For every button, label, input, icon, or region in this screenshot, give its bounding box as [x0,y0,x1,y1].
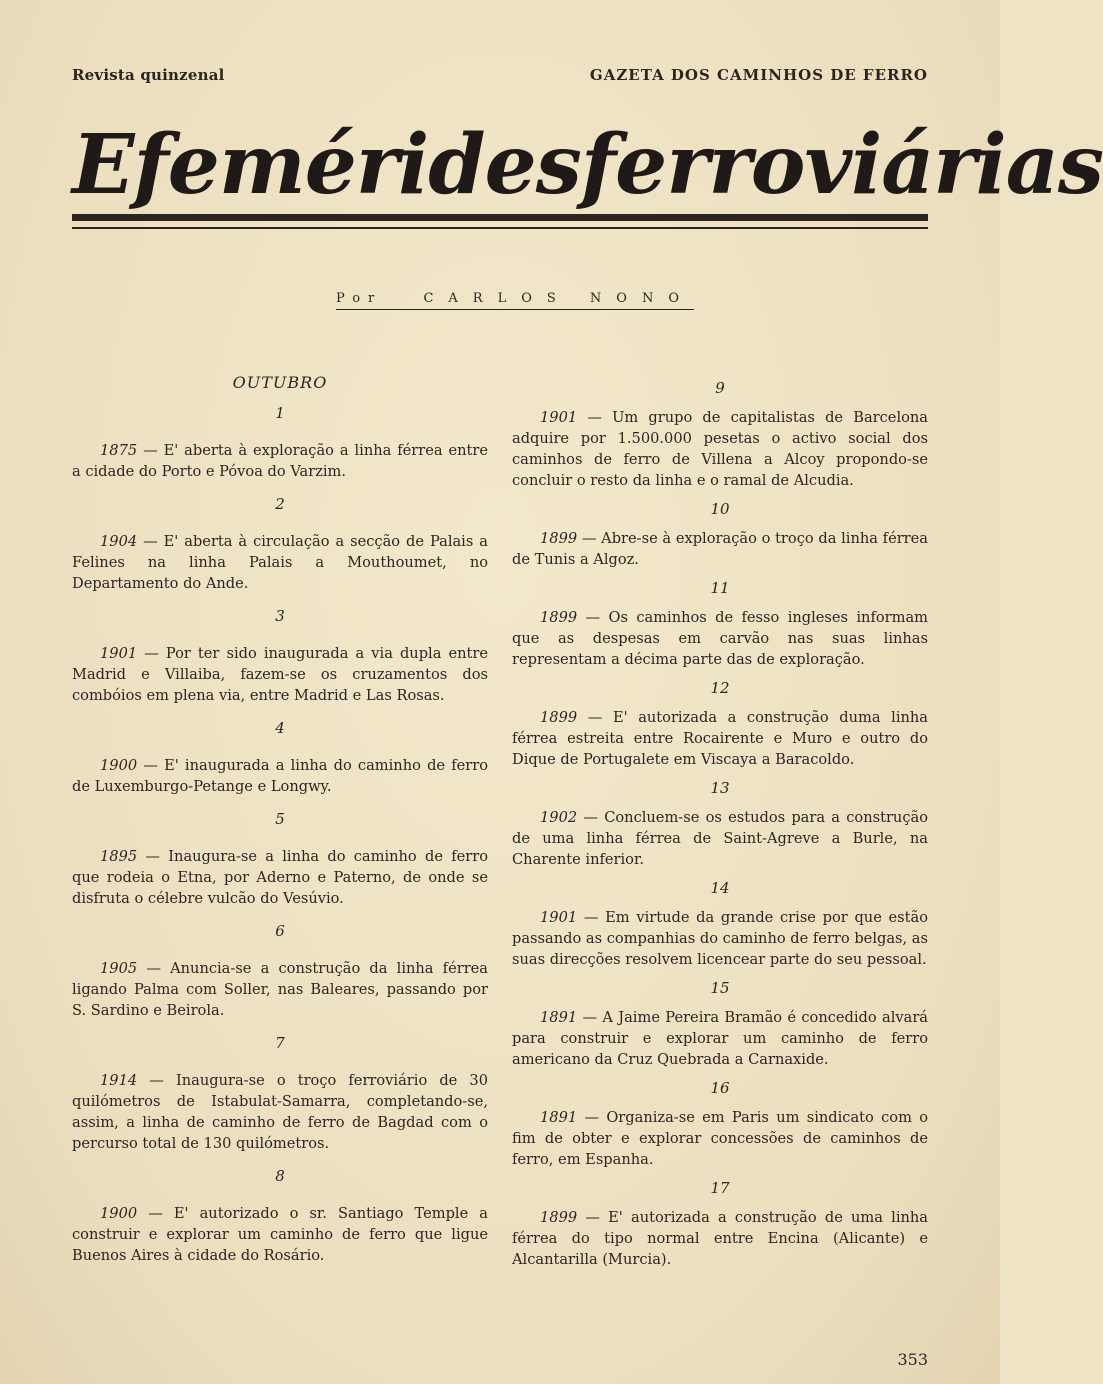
entry-dash: — [577,530,602,547]
entry-text: Organiza-se em Paris um sindicato com o fim de obter e explorar concessões de caminhos de ferro, em Espanha. [512,1109,929,1168]
entry-year: 1899 [540,609,578,626]
entry-paragraph [72,846,488,909]
entry-year: 1914 [100,1072,138,1089]
entry-text: Concluem-se os estudos para a construção de uma linha férrea de Saint-Agreve a Burle, na Charente inferior. [512,809,928,868]
entry-paragraph [72,1203,488,1266]
entry-year: 1901 [540,409,578,426]
entry-dash: — [577,909,606,926]
entry-dash: — [577,709,613,726]
day-number: 2 [275,495,285,513]
day-number: 12 [710,679,730,697]
entry-paragraph [512,707,928,770]
entry-year: 1891 [540,1109,578,1126]
entry-dash: — [577,1209,609,1226]
day-number: 6 [275,922,285,940]
entry-paragraph [512,528,928,570]
day-number: 17 [710,1179,730,1197]
page-title [72,117,1103,213]
entry-paragraph [512,407,928,491]
day-number: 5 [275,810,285,828]
running-header-left: Revista quinzenal [72,66,225,84]
entry-dash: — [137,960,171,977]
day-number: 7 [275,1034,285,1052]
entry-dash: — [137,1072,176,1089]
entry-text: Os caminhos de fesso ingleses informam que as despesas em carvão nas suas linhas representam a décima parte das de exploração. [512,609,929,668]
entry-dash: — [137,533,164,550]
byline [336,291,694,310]
entry-paragraph [72,531,488,594]
entry-paragraph [72,643,488,706]
entry-dash: — [137,645,166,662]
entry-text: Um grupo de capitalistas de Barcelona adquire por 1.500.000 pesetas o activo social dos caminhos de ferro de Villena a Alcoy propondo-se concluir o resto da linha e o ramal de Alcudia. [512,409,928,489]
day-number: 8 [275,1167,285,1185]
month-heading: OUTUBRO [232,373,328,392]
entry-text: Em virtude da grande crise por que estão passando as companhias do caminho de ferro belgas, as suas direcções resolvem licencear parte do seu pessoal. [512,909,929,968]
left-column [72,370,488,1278]
entry-paragraph [512,1207,928,1270]
entry-year: 1895 [100,848,138,865]
entry-year: 1899 [540,530,578,547]
entry-text: E' autorizada a construção de uma linha férrea do tipo normal entre Encina (Alicante) e Alcantarilla (Murcia). [512,1209,929,1268]
day-number: 4 [275,719,285,737]
day-number: 10 [710,500,730,518]
day-number: 16 [710,1079,730,1097]
day-number: 13 [710,779,730,797]
entry-year: 1904 [100,533,138,550]
entry-paragraph [512,607,928,670]
title-word-1: Efemérides [72,117,581,213]
page-number: 353 [897,1350,928,1369]
entry-dash: — [577,809,605,826]
entry-paragraph [72,755,488,797]
entry-year: 1899 [540,1209,578,1226]
entry-dash: — [137,442,164,459]
title-word-2: ferroviárias [580,117,1103,213]
entry-year: 1905 [100,960,138,977]
entry-text: E' aberta à circulação a secção de Palais a Felines na linha Palais a Mouthoumet, no Departamento do Ande. [72,533,488,592]
entry-text: Inaugura-se a linha do caminho de ferro que rodeia o Etna, por Aderno e Paterno, de onde se disfruta o célebre vulcão do Vesúvio. [72,848,488,907]
entry-dash: — [137,1205,174,1222]
day-number: 11 [710,579,730,597]
running-header-right: GAZETA DOS CAMINHOS DE FERRO [589,66,928,84]
title-rule-thin [72,227,928,229]
entry-text: Por ter sido inaugurada a via dupla entre Madrid e Villaiba, fazem-se os cruzamentos dos combóios em plena via, entre Madrid e Las Rosas. [72,645,488,704]
entry-text: Anuncia-se a construção da linha férrea ligando Palma com Soller, nas Baleares, passando por S. Sardino e Beirola. [72,960,489,1019]
day-number: 14 [710,879,730,897]
entry-paragraph [512,907,928,970]
entry-dash: — [577,1109,607,1126]
entry-paragraph [72,958,488,1021]
byline-por: Por [336,291,383,306]
entry-text: A Jaime Pereira Bramão é concedido alvará para construir e explorar um caminho de ferro americano da Cruz Quebrada a Carnaxide. [512,1009,928,1068]
entry-text: E' autorizada a construção duma linha férrea estreita entre Rocairente e Muro e outro do Dique de Portugalete em Viscaya a Baracoldo. [512,709,928,768]
entry-paragraph [72,440,488,482]
day-number: 1 [275,404,285,422]
entry-year: 1900 [100,757,138,774]
entry-year: 1899 [540,709,578,726]
entry-year: 1891 [540,1009,578,1026]
entry-dash: — [137,757,165,774]
right-column [512,370,928,1274]
entry-paragraph [512,1007,928,1070]
day-number: 3 [275,607,285,625]
entry-dash: — [577,609,609,626]
entry-year: 1901 [540,909,578,926]
entry-year: 1900 [100,1205,138,1222]
entry-paragraph [512,807,928,870]
day-number: 15 [710,979,730,997]
entry-text: Inaugura-se o troço ferroviário de 30 quilómetros de Istabulat-Samarra, completando-se, assim, a linha de caminho de ferro de Bagdad com o percurso total de 130 quilómetros. [72,1072,488,1152]
entry-text: E' autorizado o sr. Santiago Temple a construir e explorar um caminho de ferro que ligue Buenos Aires à cidade do Rosário. [72,1205,489,1264]
entry-year: 1875 [100,442,138,459]
day-number: 9 [715,379,725,397]
title-rule-thick [72,214,928,221]
byline-author: CARLOS NONO [423,291,694,306]
entry-year: 1901 [100,645,138,662]
entry-year: 1902 [540,809,578,826]
entry-text: Abre-se à exploração o troço da linha férrea de Tunis a Algoz. [512,530,928,568]
entry-text: E' inaugurada a linha do caminho de ferro de Luxemburgo-Petange e Longwy. [72,757,488,795]
entry-dash: — [577,409,613,426]
entry-dash: — [137,848,169,865]
entry-dash: — [577,1009,603,1026]
entry-paragraph [72,1070,488,1154]
entry-text: E' aberta à exploração a linha férrea entre a cidade do Porto e Póvoa do Varzim. [72,442,489,480]
entry-paragraph [512,1107,928,1170]
